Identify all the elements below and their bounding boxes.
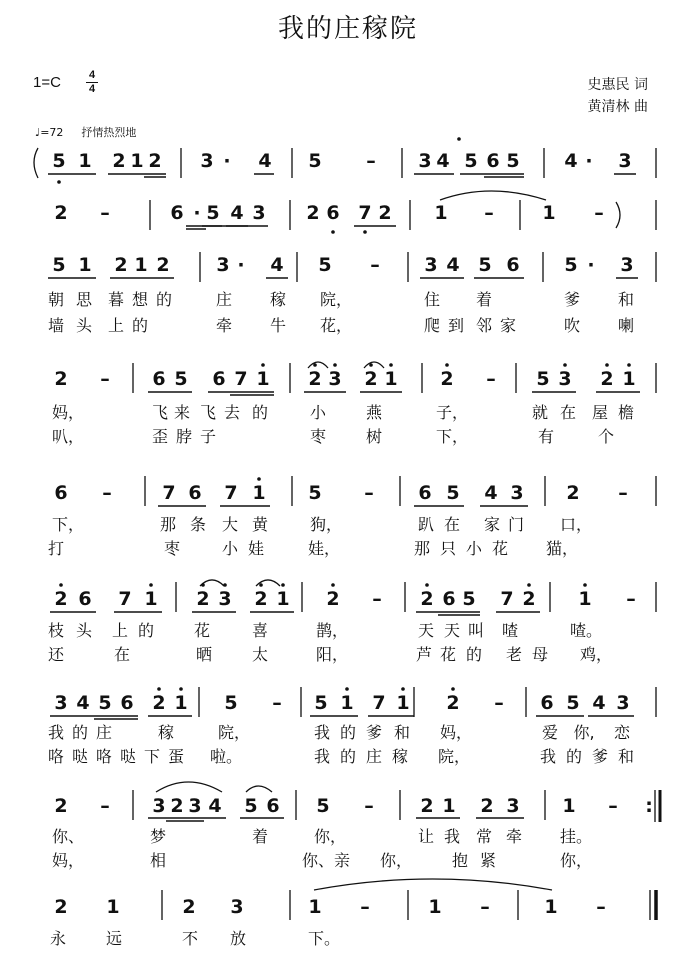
note: 2 [308, 368, 322, 390]
time-bottom: 4 [88, 83, 96, 95]
lyric: 和 [617, 747, 634, 766]
lyric: 檐 [617, 403, 634, 422]
composer-credit: 黄清林 曲 [587, 99, 648, 115]
note: 3 [328, 368, 342, 390]
lyric: 你、 [51, 827, 84, 846]
lyric: 娃， [307, 539, 340, 558]
lyric: 吹 [563, 316, 580, 335]
lyric: 鹊， [315, 621, 348, 640]
lyric: 下， [51, 515, 84, 534]
lyric: 花 [193, 621, 210, 640]
note: 4 [76, 692, 90, 714]
lyric: 稼 [391, 747, 408, 766]
lyric: 那 [413, 539, 430, 558]
note: 5 [314, 692, 328, 714]
lyric: 和 [617, 290, 634, 309]
lyric: 着 [251, 827, 268, 846]
lyric: 枝 [47, 621, 64, 640]
note: 3 [200, 150, 214, 172]
note: – [480, 896, 490, 918]
note: 1 [276, 588, 290, 610]
lyric: 住 [423, 290, 440, 309]
note: 6 [170, 202, 184, 224]
lyric: 那 [159, 515, 176, 534]
note: 3 [506, 795, 520, 817]
lyric: 太 [251, 645, 268, 664]
note: 1 [252, 482, 266, 504]
note: 2 [156, 254, 170, 276]
tempo-mark: ♩=72 [35, 126, 64, 139]
note: 3 [230, 896, 244, 918]
note: 7 [358, 202, 372, 224]
lyric: 永 [49, 929, 66, 948]
lyric: 我 [47, 723, 64, 742]
note: 2 [364, 368, 378, 390]
note: 1 [434, 202, 448, 224]
lyric: 下 [143, 747, 160, 766]
note: 2 [54, 588, 68, 610]
note: 6 [120, 692, 134, 714]
lyric: 小 [309, 403, 326, 422]
lyric: 哒 [119, 747, 136, 766]
lyric: 你， [379, 851, 412, 870]
note: – [596, 896, 606, 918]
lyric: 老 [505, 645, 522, 664]
lyric: 想 [131, 290, 148, 309]
note: 1 [396, 692, 410, 714]
note: 1 [308, 896, 322, 918]
lyric: 和 [393, 723, 410, 742]
lyric: 打 [47, 539, 64, 558]
lyric: 个 [597, 427, 614, 446]
lyric: 歪 [151, 427, 168, 446]
note: 5 [462, 588, 476, 610]
note: 1 [256, 368, 270, 390]
note: 1 [544, 896, 558, 918]
note: 2 [196, 588, 210, 610]
time-top: 4 [88, 69, 96, 81]
lyric: 子 [199, 427, 216, 446]
lyric: 猫， [545, 539, 578, 558]
note: 2 [378, 202, 392, 224]
lyric: 下。 [307, 929, 340, 948]
lyric: 的 [137, 621, 154, 640]
expression-mark: 抒情热烈地 [81, 126, 137, 139]
lyric: 我 [539, 747, 556, 766]
lyric: 你, [573, 723, 595, 742]
lyric: 头 [75, 316, 92, 335]
lyric: 喜 [251, 621, 268, 640]
note: 2 [148, 150, 162, 172]
lyric: 不 [181, 929, 198, 948]
note: 3 [620, 254, 634, 276]
note: · [585, 150, 593, 172]
note: 2 [446, 692, 460, 714]
lyric: 院， [217, 723, 250, 742]
note: 6 [152, 368, 166, 390]
lyric: 天 [417, 621, 434, 640]
note: 5 [308, 150, 322, 172]
note: 2 [420, 588, 434, 610]
note: – [364, 795, 374, 817]
lyric: 紧 [479, 851, 496, 870]
lyric: 在 [443, 515, 460, 534]
lyric: 还 [47, 645, 64, 664]
note: – [372, 588, 382, 610]
note: 1 [442, 795, 456, 817]
lyric: 朝 [47, 290, 64, 309]
lyric: 趴 [417, 515, 434, 534]
lyric: 你， [559, 851, 592, 870]
lyric: 哒 [71, 747, 88, 766]
note: 2 [326, 588, 340, 610]
lyric: 的 [339, 723, 356, 742]
lyric: 树 [365, 427, 382, 446]
note: 5 [206, 202, 220, 224]
lyric: 天 [443, 621, 460, 640]
note: 5 [98, 692, 112, 714]
lyric: 爬 [423, 316, 440, 335]
note: – [364, 482, 374, 504]
lyric: 晒 [195, 645, 212, 664]
lyric: 思 [75, 290, 92, 309]
note: 1 [562, 795, 576, 817]
note: 2 [114, 254, 128, 276]
note: 5 [52, 150, 66, 172]
lyric: 咯 [95, 747, 112, 766]
lyric: 咯 [47, 747, 64, 766]
lyric: 燕 [365, 403, 382, 422]
note: 1 [542, 202, 556, 224]
note: 7 [372, 692, 386, 714]
lyric: 条 [189, 515, 206, 534]
note: 5 [224, 692, 238, 714]
note: 3 [54, 692, 68, 714]
note: 3 [424, 254, 438, 276]
lyric: 稼 [269, 290, 286, 309]
note: 1 [78, 150, 92, 172]
note: 1 [130, 150, 144, 172]
lyric: 挂。 [559, 827, 592, 846]
note: 2 [420, 795, 434, 817]
note: 7 [162, 482, 176, 504]
note: 3 [618, 150, 632, 172]
note: – [100, 202, 110, 224]
lyric: 墙 [47, 316, 64, 335]
note: 1 [428, 896, 442, 918]
note: – [486, 368, 496, 390]
note: 2 [522, 588, 536, 610]
lyric: 家 [499, 316, 516, 335]
note: 5 [308, 482, 322, 504]
note: 3 [510, 482, 524, 504]
note: 4 [258, 150, 272, 172]
note: 7 [224, 482, 238, 504]
lyric: 花 [439, 645, 456, 664]
note: 1 [134, 254, 148, 276]
note: 2 [54, 795, 68, 817]
lyric: 牵 [215, 316, 232, 335]
lyric: 我 [313, 723, 330, 742]
lyric: 相 [149, 851, 166, 870]
note: 1 [578, 588, 592, 610]
note: · [193, 202, 201, 224]
note: 1 [78, 254, 92, 276]
note: – [608, 795, 618, 817]
lyric: 来 [173, 403, 190, 422]
lyric: 爹 [365, 723, 382, 742]
lyric: 家 [483, 515, 500, 534]
note: 2 [254, 588, 268, 610]
note: 2 [112, 150, 126, 172]
lyric: 花， [319, 316, 352, 335]
lyric: 蛋 [167, 747, 184, 766]
note: 4 [208, 795, 222, 817]
lyricist-credit: 史惠民 词 [587, 77, 648, 93]
note: 5 [244, 795, 258, 817]
lyric: 芦 [415, 645, 432, 664]
lyric: 你、亲 [302, 851, 351, 870]
lyric: 妈， [439, 723, 472, 742]
lyric: 牵 [505, 827, 522, 846]
lyric: 暮 [107, 290, 124, 309]
lyric: 我 [313, 747, 330, 766]
lyric: 头 [75, 621, 92, 640]
lyric: 枣 [309, 427, 326, 446]
note: 2 [306, 202, 320, 224]
note: 6 [418, 482, 432, 504]
lyric: 下， [435, 427, 468, 446]
lyric: 让 [417, 827, 434, 846]
note: – [100, 795, 110, 817]
lyric: 小 [221, 539, 238, 558]
note: 2 [152, 692, 166, 714]
note: 5 [464, 150, 478, 172]
lyric: 稼 [157, 723, 174, 742]
note: · [237, 254, 245, 276]
lyric: 鸡， [579, 645, 612, 664]
note: – [272, 692, 282, 714]
lyric: 院， [437, 747, 470, 766]
note: – [100, 368, 110, 390]
note: 6 [540, 692, 554, 714]
lyric: 有 [537, 427, 554, 446]
lyric: 院， [319, 290, 352, 309]
note: 2 [182, 896, 196, 918]
lyric: 远 [105, 929, 122, 948]
note: 5 [566, 692, 580, 714]
lyric: 我 [443, 827, 460, 846]
note: 6 [486, 150, 500, 172]
lyric: 喳 [501, 621, 518, 640]
lyric: 恋 [613, 723, 630, 742]
note: 4 [592, 692, 606, 714]
lyric: 爹 [563, 290, 580, 309]
note: 3 [218, 588, 232, 610]
lyric: 的 [251, 403, 268, 422]
lyric: 庄 [365, 747, 382, 766]
note: 4 [446, 254, 460, 276]
note: – [594, 202, 604, 224]
note: 5 [316, 795, 330, 817]
lyric: 枣 [163, 539, 180, 558]
note: 1 [384, 368, 398, 390]
note: 1 [174, 692, 188, 714]
note: 7 [500, 588, 514, 610]
note: : [645, 795, 653, 817]
lyric: 狗， [309, 515, 342, 534]
lyric: 啦。 [209, 747, 242, 766]
lyric: 常 [475, 827, 492, 846]
note: 3 [188, 795, 202, 817]
lyric: 黄 [251, 515, 268, 534]
lyric: 的 [131, 316, 148, 335]
lyric: 的 [71, 723, 88, 742]
note: 2 [54, 202, 68, 224]
lyric: 喇 [617, 316, 634, 335]
note: 6 [188, 482, 202, 504]
lyric: 叫 [467, 621, 484, 640]
lyric: 牛 [269, 316, 286, 335]
note: 6 [212, 368, 226, 390]
lyric: 飞 [199, 403, 216, 422]
note: 6 [266, 795, 280, 817]
note: 3 [216, 254, 230, 276]
lyric: 去 [223, 403, 240, 422]
note: 4 [270, 254, 284, 276]
note: 5 [536, 368, 550, 390]
lyric: 屋 [591, 403, 608, 422]
note: 3 [616, 692, 630, 714]
lyric: 在 [559, 403, 576, 422]
lyric: 小 [465, 539, 482, 558]
note: 5 [564, 254, 578, 276]
lyric: 爹 [591, 747, 608, 766]
note: – [102, 482, 112, 504]
note: – [484, 202, 494, 224]
song-title: 我的庄稼院 [277, 14, 418, 44]
note: 3 [418, 150, 432, 172]
lyric: 脖 [175, 427, 192, 446]
note: 7 [118, 588, 132, 610]
key-signature: 1=C [33, 74, 61, 91]
note: · [223, 150, 231, 172]
note: 4 [564, 150, 578, 172]
note: 4 [230, 202, 244, 224]
lyric: 妈， [51, 403, 84, 422]
lyric: 的 [465, 645, 482, 664]
note: 1 [622, 368, 636, 390]
lyric: 叭， [51, 427, 84, 446]
note: – [370, 254, 380, 276]
lyric: 的 [155, 290, 172, 309]
lyric: 着 [475, 290, 492, 309]
note: 2 [600, 368, 614, 390]
note: 6 [54, 482, 68, 504]
note: – [626, 588, 636, 610]
lyric: 就 [531, 403, 548, 422]
lyric: 庄 [95, 723, 112, 742]
note: 6 [78, 588, 92, 610]
lyric: 妈， [51, 851, 84, 870]
note: 3 [152, 795, 166, 817]
note: 2 [170, 795, 184, 817]
note: – [494, 692, 504, 714]
note: 5 [52, 254, 66, 276]
note: · [587, 254, 595, 276]
lyric: 门 [507, 515, 524, 534]
note: 6 [326, 202, 340, 224]
note: 6 [442, 588, 456, 610]
note: 3 [252, 202, 266, 224]
note: 5 [506, 150, 520, 172]
note: 2 [440, 368, 454, 390]
lyric: 只 [439, 539, 456, 558]
note: 3 [558, 368, 572, 390]
note: 5 [318, 254, 332, 276]
note: 2 [54, 368, 68, 390]
note: 5 [478, 254, 492, 276]
note: – [618, 482, 628, 504]
note: – [360, 896, 370, 918]
lyric: 上 [111, 621, 128, 640]
lyric: 梦 [149, 827, 166, 846]
lyric: 你， [313, 827, 346, 846]
lyric: 大 [221, 515, 238, 534]
lyric: 爱 [541, 723, 558, 742]
note: 1 [144, 588, 158, 610]
note: 6 [506, 254, 520, 276]
lyric: 在 [113, 645, 130, 664]
note: 2 [54, 896, 68, 918]
lyric: 飞 [151, 403, 168, 422]
lyric: 上 [107, 316, 124, 335]
lyric: 子， [435, 403, 468, 422]
note: 5 [174, 368, 188, 390]
lyric: 放 [229, 929, 246, 948]
lyric: 喳。 [569, 621, 602, 640]
lyric: 口， [559, 515, 592, 534]
lyric: 的 [565, 747, 582, 766]
lyric: 抱 [451, 851, 468, 870]
note: 4 [436, 150, 450, 172]
note: 7 [234, 368, 248, 390]
lyric: 庄 [215, 290, 232, 309]
lyric: 花 [491, 539, 508, 558]
lyric: 的 [339, 747, 356, 766]
lyric: 阳， [315, 645, 348, 664]
note: 1 [106, 896, 120, 918]
note: 2 [566, 482, 580, 504]
note: 1 [340, 692, 354, 714]
lyric: 到 [447, 316, 464, 335]
note: 2 [480, 795, 494, 817]
note: 5 [446, 482, 460, 504]
lyric: 母 [531, 645, 548, 664]
lyric: 邻 [475, 316, 492, 335]
lyric: 娃 [247, 539, 264, 558]
note: – [366, 150, 376, 172]
note: 4 [484, 482, 498, 504]
